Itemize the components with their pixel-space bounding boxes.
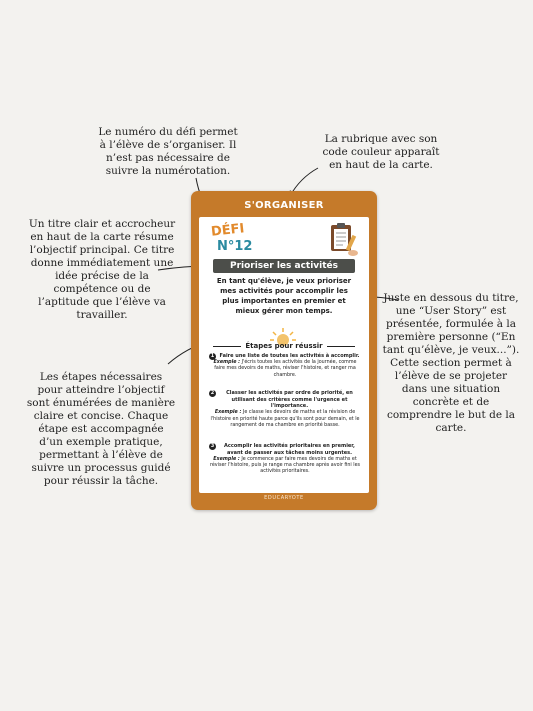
step-example-label: Exemple : [213, 360, 241, 366]
annotation-user-story: Juste en dessous du titre, une “User Story” est présentée, formulée à la première personne (“En tant qu’élève, je veux...”). Cette section permet à l’élève de se projeter dans une situation concrète et de comprendre le but de la carte. [382, 292, 520, 434]
logo-line-2: N°12 [217, 239, 253, 254]
step-number-badge: 2 [210, 390, 215, 396]
step-example-label: Exemple : [214, 410, 242, 416]
step-example [209, 457, 361, 476]
step-item [209, 353, 361, 379]
step-heading: Accomplir les activités prioritaires en premier, avant de passer aux tâches moins urgentes. [224, 443, 355, 456]
step-example-text: J'écris toutes les activités de la journée, comme faire mes devoirs de maths, réviser l'histoire, et ranger ma chambre. [214, 360, 357, 378]
step-number-badge: 3 [210, 443, 215, 449]
logo-line-1: DÉFI [210, 221, 246, 240]
annotation-rubric: La rubrique avec son code couleur apparaît en haut de la carte. [322, 133, 440, 171]
step-item [209, 390, 361, 429]
brand-label: EDUCARYOTE [264, 495, 304, 501]
annotation-title: Un titre clair et accrocheur en haut de la carte résume l’objectif principal. Ce titre donne immédiatement une idée précise de la compétence ou de l’aptitude que l’élève va travailler. [28, 218, 176, 321]
challenge-card [191, 191, 377, 510]
step-number-badge: 1 [210, 353, 215, 359]
step-example-label: Exemple : [213, 456, 240, 462]
step-example-text: Je commence par faire mes devoirs de maths et réviser l'histoire, puis je range ma chambre après avoir fini les activités prioritaires. [209, 456, 361, 475]
card-content [199, 217, 369, 493]
card-title: Prioriser les activités [213, 259, 355, 273]
defi-number-logo [207, 221, 265, 261]
steps-heading-label: Étapes pour réussir [245, 342, 323, 350]
user-story-text: En tant qu'élève, je veux prioriser mes activités pour accomplir les plus importantes en premier et mieux gérer mon temps. [216, 277, 352, 315]
step-example [209, 360, 361, 379]
step-heading: Classer les activités par ordre de priorité, en utilisant des critères comme l'urgence et l'importance. [226, 390, 353, 410]
steps-heading [199, 342, 369, 350]
clipboard-icon [325, 221, 361, 259]
annotation-steps: Les étapes nécessaires pour atteindre l’objectif sont énumérées de manière claire et concise. Chaque étape est accompagnée d’un exemple pratique, permettant à l’élève de suivre un processus guidé pour réussir la tâche. [26, 371, 176, 487]
step-example [209, 410, 361, 429]
step-item [209, 443, 361, 476]
annotation-number: Le numéro du défi permet à l’élève de s’organiser. Il n’est pas nécessaire de suivre la numérotation. [98, 126, 238, 177]
heading-rule-left [213, 346, 241, 347]
heading-rule-right [327, 346, 355, 347]
step-heading: Faire une liste de toutes les activités à accomplir. [219, 353, 360, 359]
card-category-label: S'ORGANISER [244, 200, 324, 211]
step-example-text: Je classe les devoirs de maths et la révision de l'histoire en priorité haute parce qu'ils sont pour demain, et le rangement de ma chambre en priorité basse. [210, 410, 360, 428]
